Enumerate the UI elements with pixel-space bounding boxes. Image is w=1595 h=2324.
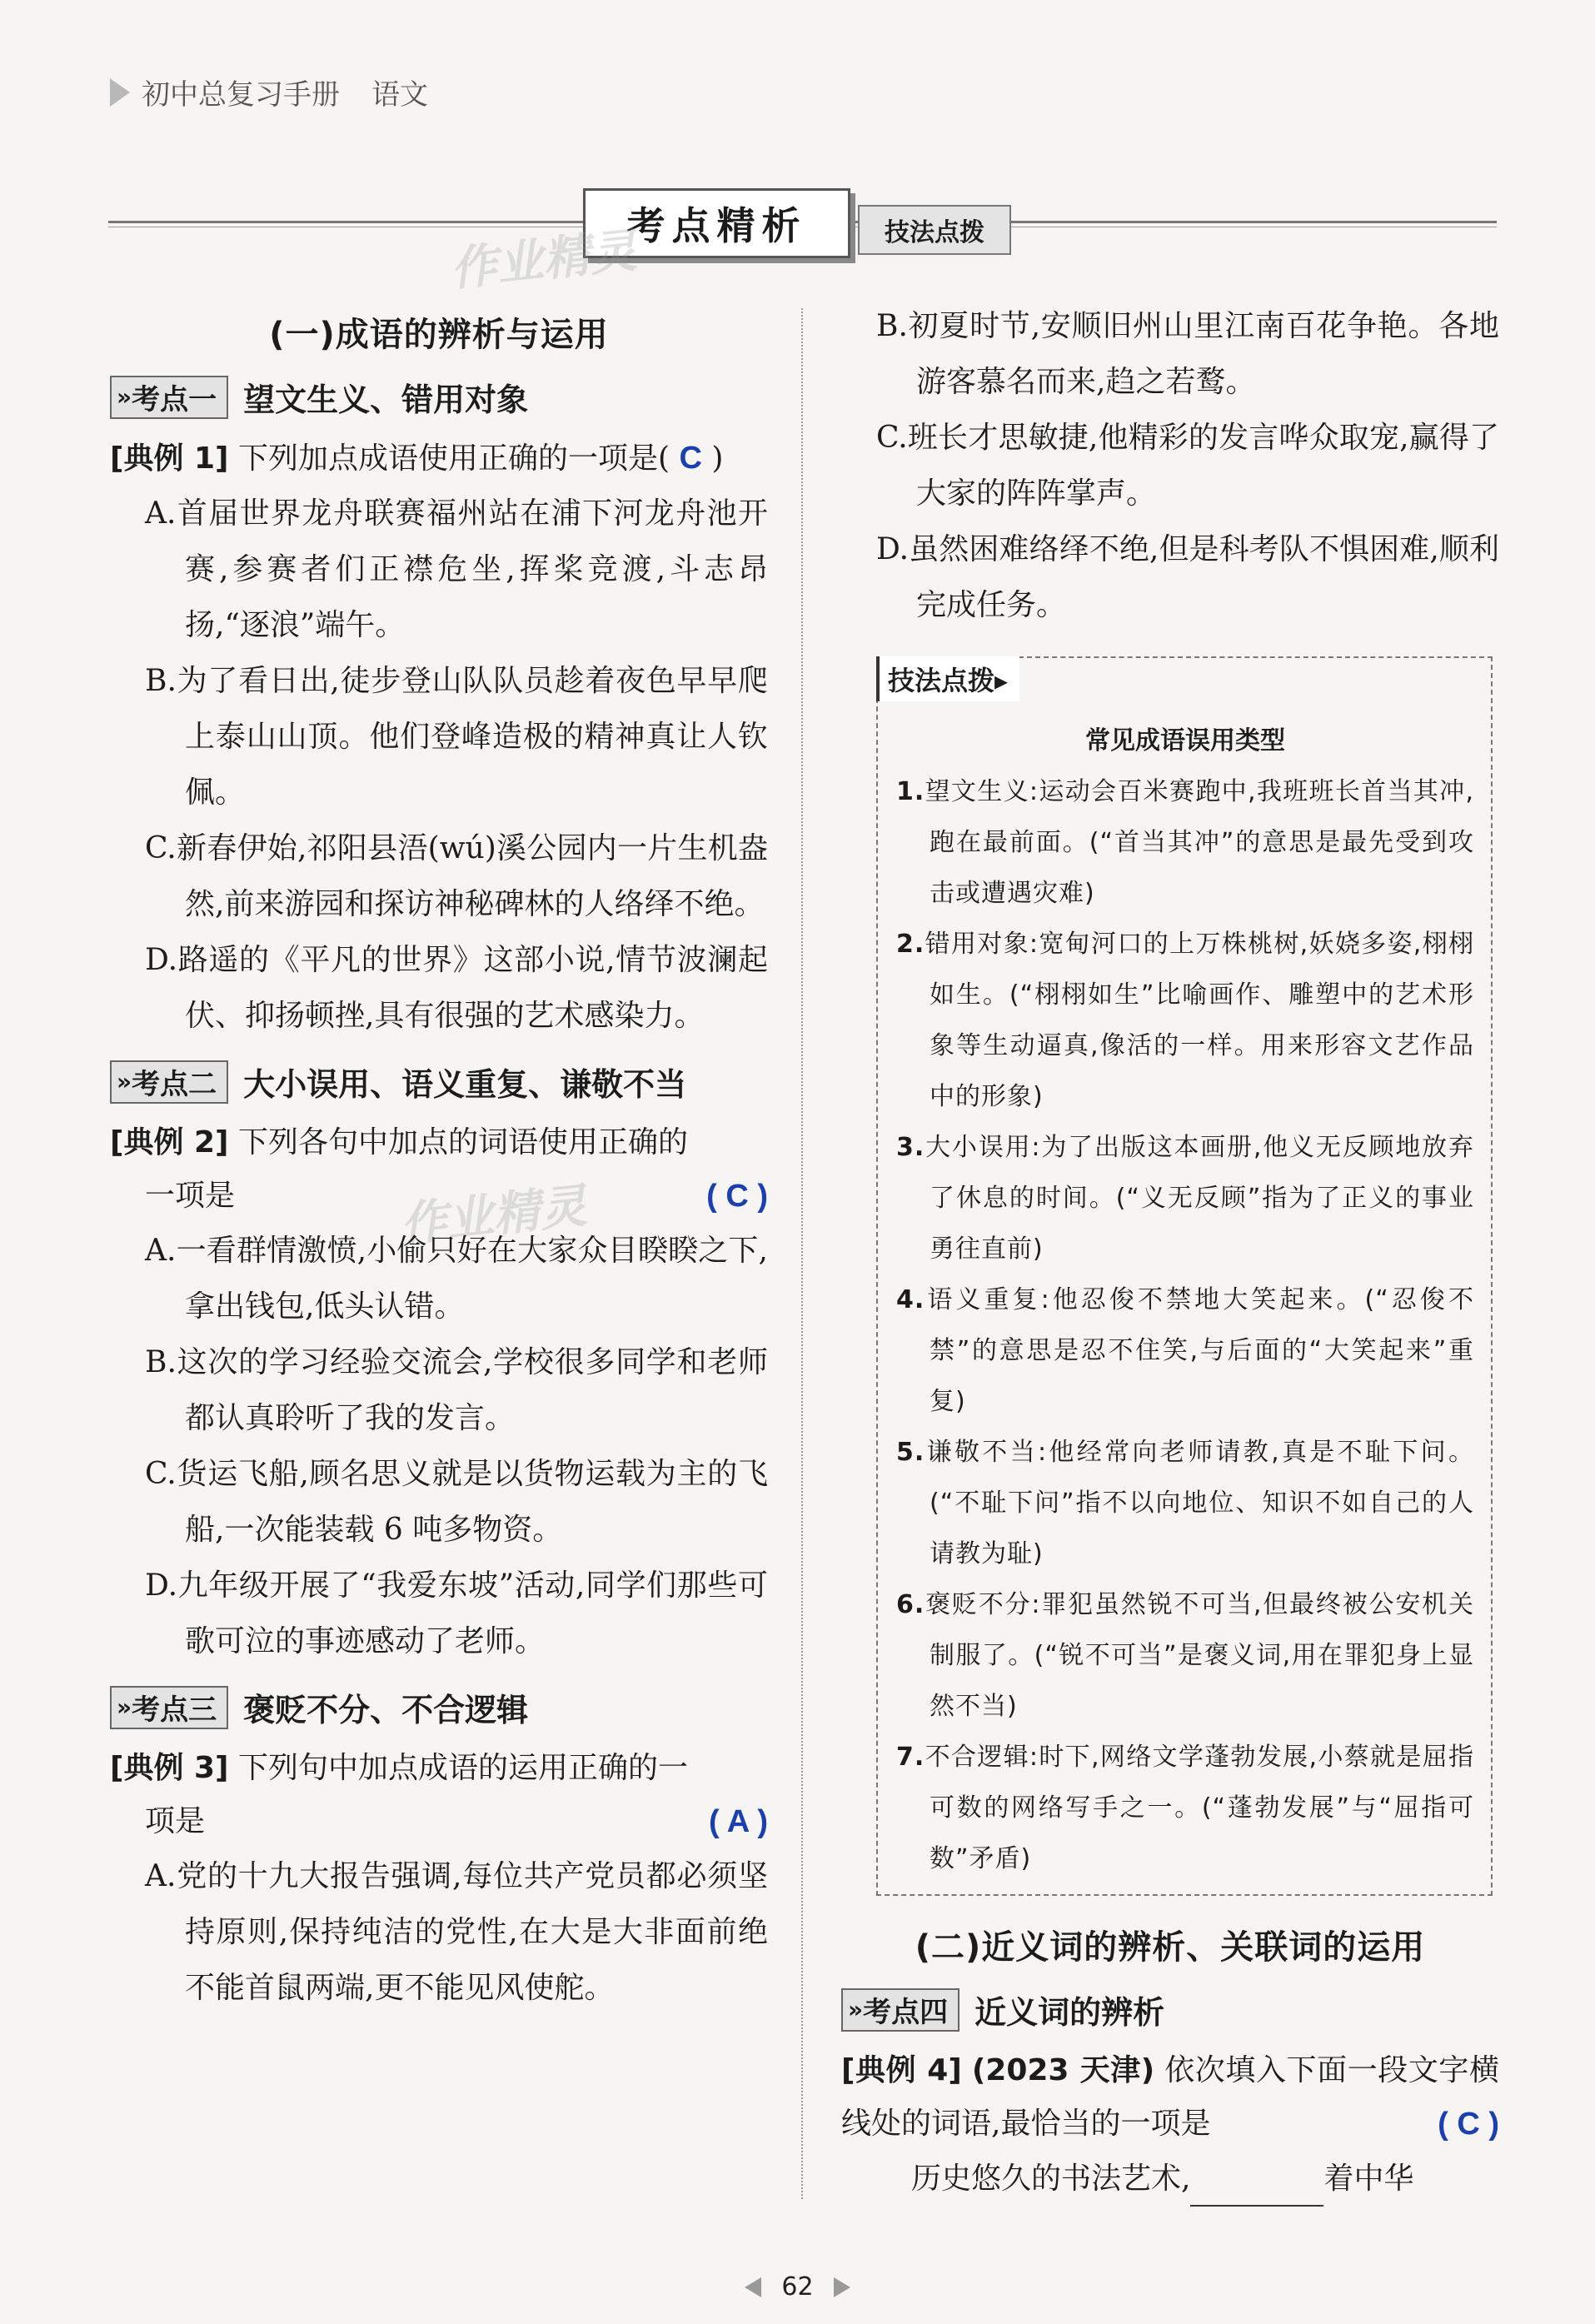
kaodian-tag: 考点三 (132, 1693, 217, 1727)
kaodian-heading (110, 374, 768, 420)
book-title: 初中总复习手册 (142, 78, 340, 112)
option: B.这次的学习经验交流会,学校很多同学和老师都认真聆听了我的发言。 (145, 1345, 768, 1435)
option: D.九年级开展了“我爱东坡”活动,同学们那些可歌可泣的事迹感动了老师。 (145, 1568, 768, 1658)
tip-item: 2.错用对象:宽甸河口的上万株桃树,妖娆多姿,栩栩如生。(“栩栩如生”比喻画作、雕塑中的艺术形象等生动逼真,像活的一样。用来形容文艺作品中的形象) (896, 930, 1474, 1111)
answer: ( C ) (706, 1179, 768, 1214)
column-divider (801, 308, 803, 2199)
left-column (110, 300, 768, 2016)
example-stem: [典例 3] 下列句中加点成语的运用正确的一 项是 ( A ) (110, 1742, 768, 1848)
kaodian-heading (110, 1059, 768, 1105)
right-column (841, 300, 1499, 2207)
option: B.初夏时节,安顺旧州山里江南百花争艳。各地游客慕名而来,趋之若鹜。 (876, 309, 1499, 399)
banner-subtitle: 技法点拨 (858, 205, 1011, 255)
triangle-right-icon (834, 2277, 850, 2297)
tip-title: 常见成语误用类型 (1085, 726, 1285, 756)
page-number: 62 (781, 2272, 814, 2302)
tip-item: 6.褒贬不分:罪犯虽然锐不可当,但最终被公安机关制服了。(“锐不可当”是褒义词,用在罪犯身上显然不当) (896, 1590, 1474, 1721)
tip-item: 7.不合逻辑:时下,网络文学蓬勃发展,小蔡就是屈指可数的网络写手之一。(“蓬勃发展”与“屈指可数”矛盾) (896, 1743, 1474, 1873)
option: A.党的十九大报告强调,每位共产党员都必须坚持原则,保持纯洁的党性,在大是大非面前绝不能首鼠两端,更不能见风使舵。 (145, 1859, 768, 2005)
answer: ( A ) (708, 1804, 768, 1839)
answer: C (679, 441, 702, 476)
kaodian-heading (841, 1987, 1499, 2032)
kaodian-title: 大小误用、语义重复、谦敬不当 (243, 1066, 687, 1103)
page-footer (0, 2272, 1595, 2302)
triangle-icon (110, 78, 130, 107)
example-stem: [典例 2] 下列各句中加点的词语使用正确的 一项是 ( C ) (110, 1116, 768, 1223)
fill-blank (1190, 2180, 1323, 2207)
option: C.班长才思敏捷,他精彩的发言哗众取宠,赢得了大家的阵阵掌声。 (876, 421, 1499, 511)
kaodian-title: 褒贬不分、不合逻辑 (243, 1692, 529, 1728)
example-stem: [典例 1] 下列加点成语使用正确的一项是( C ) (110, 441, 724, 476)
watermark: 作业精灵 (397, 1179, 590, 1253)
option: D.路遥的《平凡的世界》这部小说,情节波澜起伏、抑扬顿挫,具有很强的艺术感染力。 (145, 943, 768, 1033)
double-chevron-icon: » (117, 1068, 127, 1095)
running-head (110, 72, 428, 112)
subject: 语文 (371, 78, 428, 112)
answer: ( C ) (1438, 2107, 1499, 2142)
banner-title: 考点精析 (583, 188, 850, 258)
double-chevron-icon: » (117, 1693, 127, 1721)
section-title: (二)近义词的辨析、关联词的运用 (915, 1928, 1426, 1967)
watermark: 作业精灵 (447, 223, 640, 297)
tip-item: 1.望文生义:运动会百米赛跑中,我班班长首当其冲,跑在最前面。(“首当其冲”的意思是最先受到攻击或遭遇灾难) (896, 777, 1474, 908)
kaodian-title: 近义词的辨析 (974, 1994, 1165, 2031)
double-chevron-icon: » (848, 1996, 859, 2023)
kaodian-title: 望文生义、错用对象 (243, 382, 529, 418)
example-stem: [典例 4] (2023 天津) 依次填入下面一段文字横线处的词语,最恰当的一项是 ( C ) (841, 2044, 1499, 2151)
section-title: (一)成语的辨析与运用 (269, 316, 609, 354)
option: C.新春伊始,祁阳县浯(wú)溪公园内一片生机盎然,前来游园和探访神秘碑林的人络绎不绝。 (145, 831, 768, 921)
kaodian-tag: 考点二 (132, 1068, 217, 1101)
kaodian-heading (110, 1684, 768, 1730)
option: A.首届世界龙舟联赛福州站在浦下河龙舟池开赛,参赛者们正襟危坐,挥桨竞渡,斗志昂扬,“逐浪”端午。 (145, 496, 768, 642)
tip-item: 4.语义重复:他忍俊不禁地大笑起来。(“忍俊不禁”的意思是忍不住笑,与后面的“大笑起来”重复) (896, 1285, 1474, 1416)
option: D.虽然困难络绎不绝,但是科考队不惧困难,顺利完成任务。 (876, 532, 1499, 622)
tip-box (876, 656, 1493, 1896)
tip-tag: 技法点拨▸ (876, 656, 1019, 701)
double-chevron-icon: » (117, 383, 127, 411)
option: B.为了看日出,徒步登山队队员趁着夜色早早爬上泰山山顶。他们登峰造极的精神真让人钦佩。 (145, 664, 768, 810)
passage: 历史悠久的书法艺术, 着中华 (841, 2151, 1499, 2207)
kaodian-tag: 考点一 (132, 383, 217, 416)
triangle-left-icon (745, 2277, 761, 2297)
kaodian-tag: 考点四 (863, 1996, 949, 2029)
option: A.一看群情激愤,小偷只好在大家众目睽睽之下,拿出钱包,低头认错。 (145, 1234, 768, 1324)
tip-item: 3.大小误用:为了出版这本画册,他义无反顾地放弃了休息的时间。(“义无反顾”指为了正义的事业勇往直前) (896, 1133, 1474, 1264)
option: C.货运飞船,顾名思义就是以货物运载为主的飞船,一次能装载 6 吨多物资。 (145, 1457, 768, 1547)
tip-item: 5.谦敬不当:他经常向老师请教,真是不耻下问。(“不耻下问”指不以向地位、知识不如自己的人请教为耻) (896, 1438, 1474, 1568)
